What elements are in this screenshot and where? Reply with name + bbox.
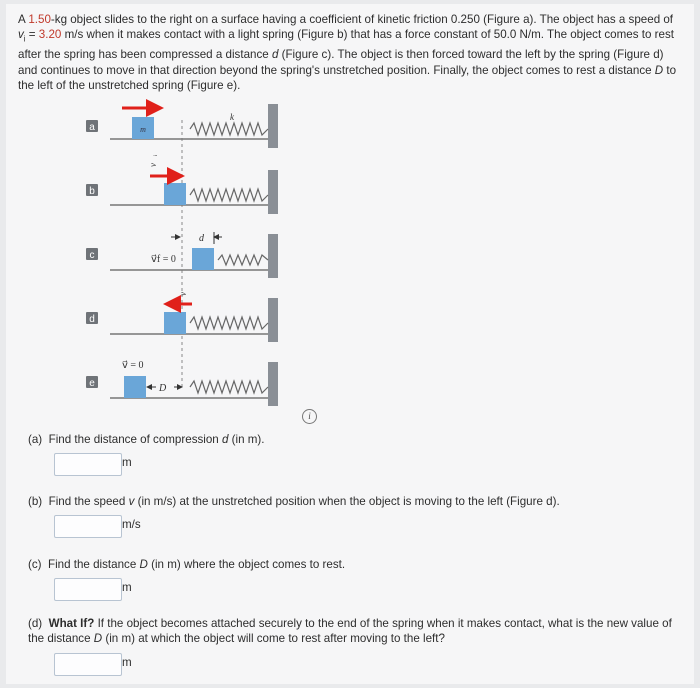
block: [164, 312, 186, 334]
equals: =: [25, 28, 39, 42]
vi-symbol: v: [18, 28, 24, 42]
figure-a: [110, 104, 278, 148]
vi-subscript: i: [23, 34, 26, 44]
problem-text: (Figure c). The object is then forced toward the left by the spring (Figure d) and continues to move in that direction beyond the spring's unstretched position. Finally, the object comes to rest a distance: [18, 48, 664, 77]
svg-text:k: k: [230, 112, 234, 122]
svg-text:m: m: [140, 125, 146, 134]
part-a-unit: m: [122, 456, 132, 469]
svg-text:D: D: [159, 383, 167, 394]
d-symbol: d: [271, 48, 279, 62]
spring: [218, 255, 268, 265]
part-d-answer-input[interactable]: [54, 653, 122, 676]
problem-text: to the left of the unstretched spring (Figure e).: [18, 63, 677, 92]
svg-text:b: b: [89, 186, 95, 197]
figure-label-e: [86, 376, 98, 389]
part-a-question: (a) Find the distance of compression d (in m).: [28, 433, 265, 446]
block: [192, 248, 214, 270]
svg-text:e: e: [89, 378, 95, 389]
svg-text:v⃗ = 0: v⃗ = 0: [122, 360, 144, 371]
spring-figure: [6, 4, 694, 424]
spring: [190, 381, 268, 393]
svg-text:d: d: [199, 233, 204, 244]
part-d-unit: m: [122, 656, 132, 669]
part-d-question: (d) What If? If the object becomes attached securely to the end of the spring when it makes contact, what is the new value of the distance D (in m) at which the object will come to rest after moving to the left?: [28, 617, 672, 645]
part-c-question: (c) Find the distance D (in m) where the object comes to rest.: [28, 558, 346, 571]
figure-label-c: [86, 248, 98, 261]
problem-text: m/s when it makes contact with a light spring (Figure b) that has a force constant of 50.0 N/m. The object comes to rest after the spring has been compressed a distance: [18, 28, 674, 62]
D-symbol: D: [654, 63, 664, 77]
figure-label-b: [86, 184, 98, 197]
part-a-answer-input[interactable]: [54, 453, 122, 476]
svg-text:v⃗ᵢ: v⃗ᵢ: [148, 154, 158, 167]
block: [124, 376, 146, 398]
part-c-answer-input[interactable]: [54, 578, 122, 601]
mass-value: 1.50: [28, 13, 51, 26]
spring: [190, 123, 268, 135]
svg-text:a: a: [89, 122, 95, 133]
spring: [190, 189, 268, 201]
info-icon[interactable]: i: [302, 409, 317, 424]
figure-label-a: [86, 120, 98, 133]
svg-text:v⃗f = 0: v⃗f = 0: [151, 254, 176, 265]
block: [164, 183, 186, 205]
figure-c: [110, 232, 278, 278]
spring: [190, 317, 268, 329]
figure-e: [110, 360, 278, 406]
figure-b: [110, 154, 278, 214]
part-b-answer-input[interactable]: [54, 515, 122, 538]
problem-text: A: [18, 13, 29, 26]
speed-value: 3.20: [38, 28, 62, 42]
part-c-unit: m: [122, 581, 132, 594]
part-b-question: (b) Find the speed v (in m/s) at the unstretched position when the object is moving to the left (Figure d).: [28, 495, 560, 508]
figure-label-d: [86, 312, 98, 325]
part-b-unit: m/s: [122, 518, 141, 531]
figure-d: [110, 285, 278, 342]
svg-text:d: d: [89, 314, 95, 325]
svg-text:v⃗: v⃗: [178, 285, 188, 296]
svg-text:c: c: [89, 250, 95, 261]
problem-page: [6, 4, 694, 684]
problem-text: -kg object slides to the right on a surface having a coefficient of kinetic friction 0.250 (Figure a). The object has a speed of: [50, 13, 674, 26]
